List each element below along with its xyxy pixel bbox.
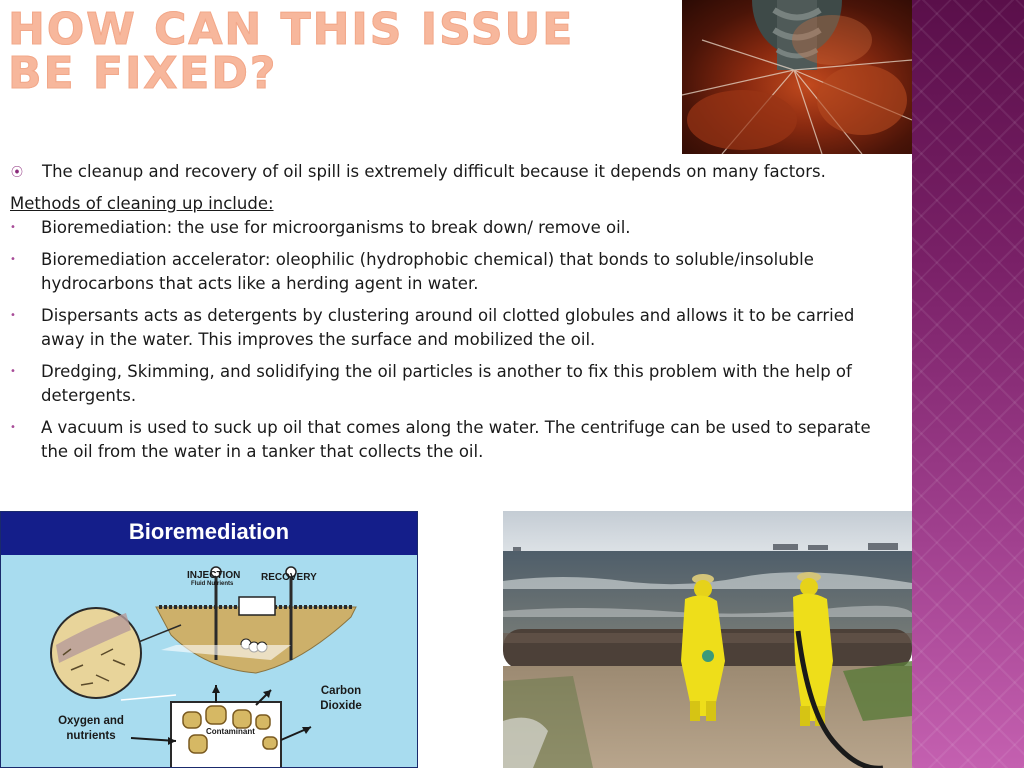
decorative-side-band [912,0,1024,768]
list-item [10,416,900,464]
bullet-dot-icon: • [10,254,16,265]
injection-label: INJECTION [187,570,241,581]
list-item-text: Bioremediation: the use for microorganisms to break down/ remove oil. [41,218,631,237]
circle-bullet-icon: ⦿ [11,165,24,179]
list-item-text: Dispersants acts as detergents by clustering around oil clotted globules and allows it to be carried away in the water. This improves the surface and mobilized the oil. [41,306,855,349]
cleanup-workers-photo [503,511,912,768]
bullet-dot-icon: • [10,366,16,377]
oxygen-nutrients-label: Oxygen and nutrients [58,715,124,742]
list-item-text: A vacuum is used to suck up oil that comes along the water. The centrifuge can be used to separate the oil from the water in a tanker that collects the oil. [41,418,871,461]
list-item [10,360,900,408]
list-item-text: Dredging, Skimming, and solidifying the oil particles is another to fix this problem with the help of detergents. [41,362,852,405]
contaminant-label: Contaminant [206,727,255,736]
slide-body [10,160,900,472]
recovery-label: RECOVERY [261,572,317,583]
bullet-dot-icon: • [10,310,16,321]
bioremediation-diagram [0,511,418,768]
diagram-title: Bioremediation [128,519,290,544]
methods-list [10,216,900,464]
intro-bullet [10,160,900,184]
injection-sub-label: Fluid Nutrients [191,581,234,587]
slide-title: HOW CAN THIS ISSUE BE FIXED? [8,8,608,96]
carbon-dioxide-label: Carbon Dioxide [320,685,362,712]
list-item [10,216,900,240]
bullet-dot-icon: • [10,422,16,433]
intro-text: The cleanup and recovery of oil spill is extremely difficult because it depends on many factors. [42,162,826,181]
bullet-dot-icon: • [10,222,16,233]
list-item [10,248,900,296]
list-item [10,304,900,352]
oil-drip-photo [682,0,912,154]
methods-heading: Methods of cleaning up include: [10,194,274,213]
list-item-text: Bioremediation accelerator: oleophilic (hydrophobic chemical) that bonds to soluble/insoluble hydrocarbons that acts like a herding agent in water. [41,250,814,293]
